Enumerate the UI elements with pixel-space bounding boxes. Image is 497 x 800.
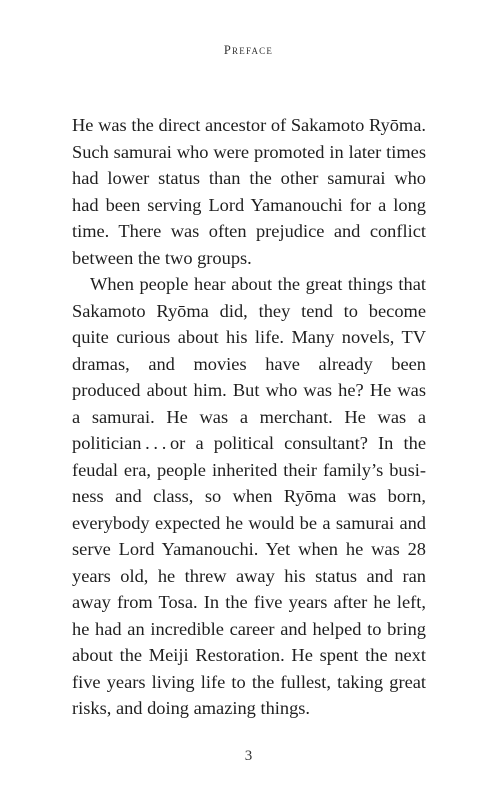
body-text bbox=[72, 112, 426, 722]
running-head: Preface bbox=[223, 43, 274, 57]
paragraph: When people hear about the great things that Sakamoto Ryōma did, they tend to become quite curious about his life. Many novels, TV dramas, and movies have already been produced about him. But who was he? He was a samurai. He was a merchant. He was a politician . . . or a political consultant? In the feudal era, people inherited their family’s business and class, so when Ryōma was born, everybody expected he would be a samurai and serve Lord Yamanouchi. Yet when he was 28 years old, he threw away his status and ran away from Tosa. In the five years after he left, he had an incredible career and helped to bring about the Meiji Restoration. He spent the next five years living life to the fullest, taking great risks, and doing amazing things. bbox=[72, 274, 426, 718]
paragraph-continued: He was the direct ancestor of Sakamoto Ryōma. Such samurai who were promoted in later times had lower status than the other samurai who had been serving Lord Yamanouchi for a long time. There was often prejudice and conflict between the two groups. bbox=[72, 115, 426, 268]
page-number: 3 bbox=[244, 748, 253, 764]
